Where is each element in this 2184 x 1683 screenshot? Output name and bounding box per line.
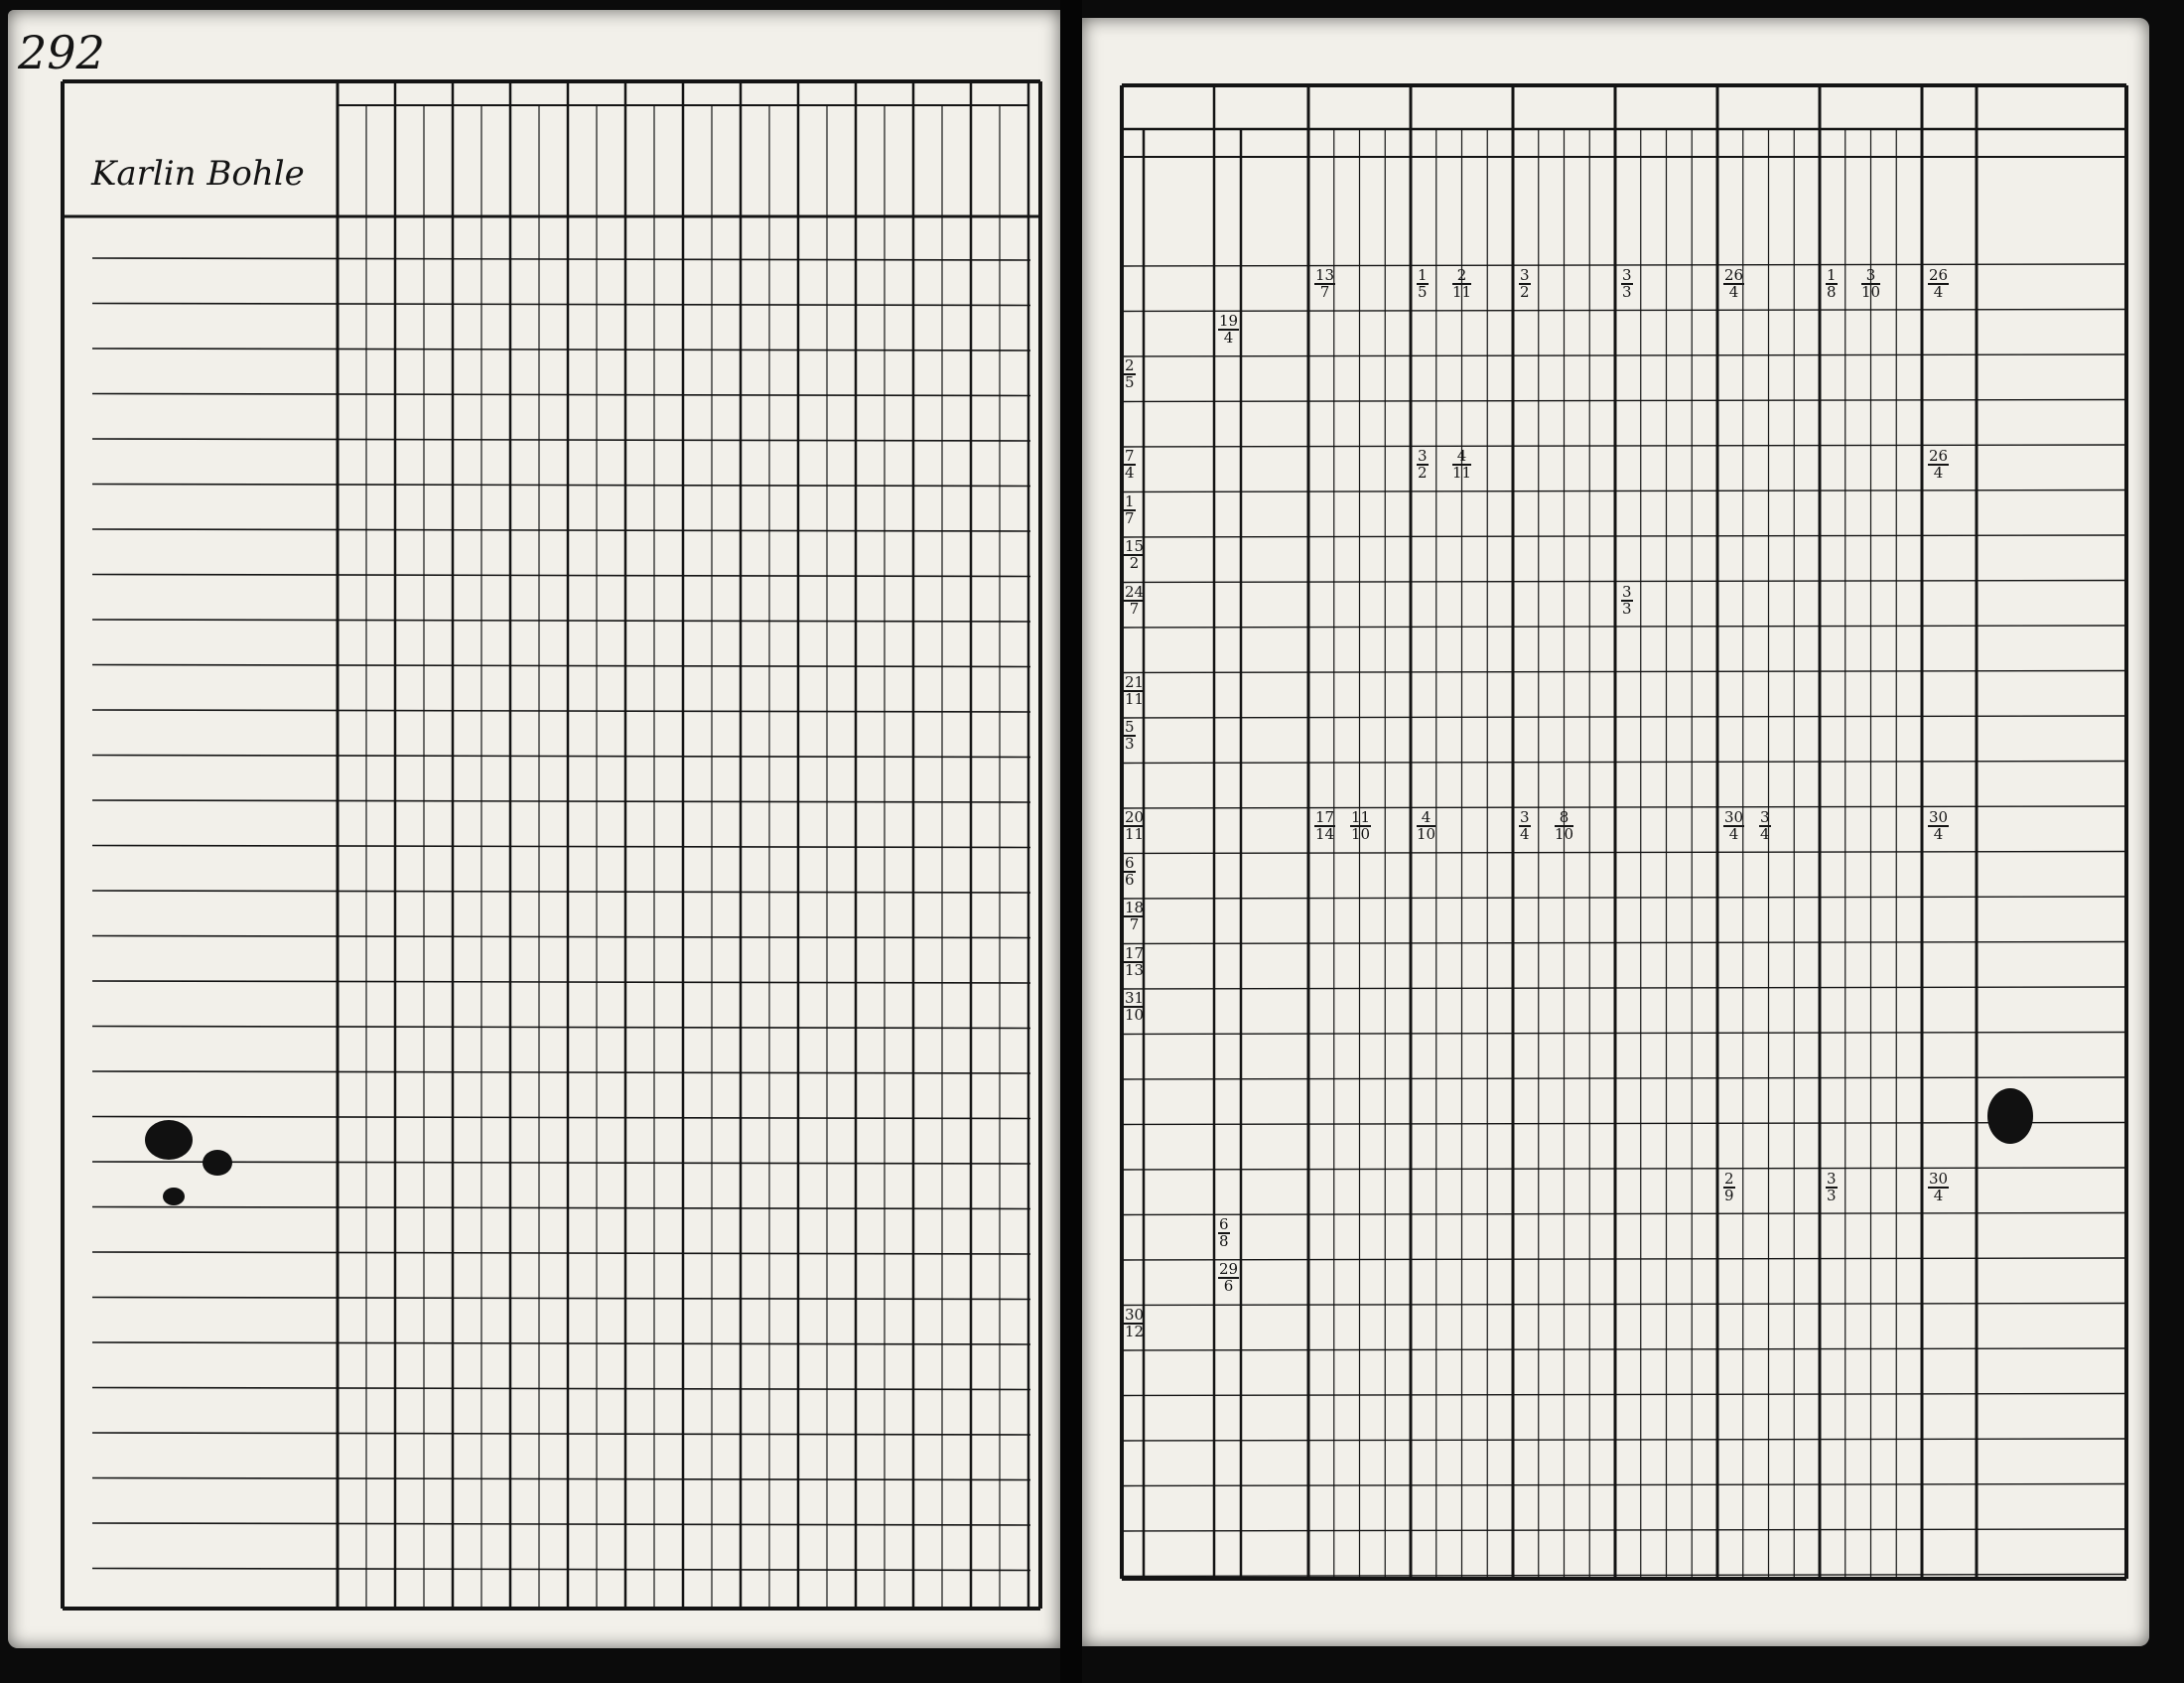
ink-blot	[1987, 1088, 2033, 1144]
row-rule	[92, 936, 1030, 938]
attendance-fraction: $\frac{2}{11}$	[1452, 266, 1472, 301]
row-rule	[92, 756, 1030, 758]
row-rule	[92, 529, 1030, 531]
birth-day: $\frac{17}{13}$	[1125, 943, 1145, 979]
row-rule	[92, 891, 1030, 893]
row-rule	[92, 1117, 1030, 1119]
birth-day: $\frac{30}{12}$	[1125, 1305, 1145, 1340]
death-day: $\frac{19}{4}$	[1219, 311, 1239, 347]
row-rule	[92, 620, 1030, 622]
attendance-fraction: $\frac{1}{8}$	[1827, 266, 1837, 301]
attendance-fraction: $\frac{13}{7}$	[1315, 266, 1335, 301]
attendance-fraction: $\frac{26}{4}$	[1929, 447, 1949, 482]
left-ruled-grid	[8, 10, 1060, 1648]
ink-blot	[203, 1150, 232, 1176]
row-rule	[92, 258, 1030, 260]
attendance-fraction: $\frac{2}{9}$	[1724, 1170, 1734, 1204]
row-rule	[92, 1388, 1030, 1390]
row-rule	[92, 1252, 1030, 1254]
attendance-fraction: $\frac{3}{2}$	[1418, 447, 1428, 482]
birth-day: $\frac{31}{10}$	[1125, 989, 1145, 1024]
left-register-page	[8, 10, 1060, 1648]
birth-day: $\frac{7}{4}$	[1125, 447, 1135, 482]
book-spine	[1060, 0, 1082, 1683]
attendance-fraction: $\frac{3}{2}$	[1520, 266, 1530, 301]
birth-day: $\frac{20}{11}$	[1125, 808, 1145, 843]
row-rule	[92, 1478, 1030, 1480]
row-rule	[92, 439, 1030, 441]
birth-day: $\frac{21}{11}$	[1125, 672, 1145, 708]
row-rule	[92, 1433, 1030, 1435]
attendance-fraction: $\frac{17}{14}$	[1315, 808, 1335, 843]
death-day: $\frac{29}{6}$	[1219, 1260, 1239, 1295]
birth-day: $\frac{6}{6}$	[1125, 853, 1135, 889]
row-rule	[92, 1207, 1030, 1209]
row-rule	[92, 1298, 1030, 1300]
birth-day: $\frac{18}{7}$	[1125, 899, 1145, 933]
attendance-fraction: $\frac{3}{4}$	[1760, 808, 1770, 843]
row-rule	[92, 981, 1030, 983]
attendance-fraction: $\frac{3}{3}$	[1622, 582, 1632, 618]
attendance-fraction: $\frac{3}{4}$	[1520, 808, 1530, 843]
ink-blot	[163, 1188, 185, 1205]
row-rule	[92, 800, 1030, 802]
attendance-fraction: $\frac{1}{5}$	[1418, 266, 1428, 301]
row-rule	[92, 846, 1030, 848]
death-day: $\frac{6}{8}$	[1219, 1214, 1229, 1250]
row-rule	[92, 1569, 1030, 1571]
right-register-page	[1082, 18, 2149, 1646]
row-rule	[92, 665, 1030, 667]
row-rule	[92, 575, 1030, 577]
attendance-fraction: $\frac{3}{3}$	[1622, 266, 1632, 301]
row-rule	[92, 485, 1030, 487]
row-rule	[92, 394, 1030, 396]
ink-blot	[145, 1120, 193, 1160]
birth-day: $\frac{1}{7}$	[1125, 491, 1135, 527]
attendance-fraction: $\frac{26}{4}$	[1724, 266, 1744, 301]
row-rule	[92, 1342, 1030, 1344]
row-rule	[92, 1523, 1030, 1525]
attendance-fraction: $\frac{4}{11}$	[1452, 447, 1472, 482]
row-rule	[92, 304, 1030, 306]
birth-day: $\frac{15}{2}$	[1125, 537, 1145, 572]
row-rule	[92, 710, 1030, 712]
attendance-fraction: $\frac{30}{4}$	[1724, 808, 1744, 843]
row-rule	[92, 1071, 1030, 1073]
right-ruled-grid	[1082, 18, 2149, 1646]
attendance-fraction: $\frac{26}{4}$	[1929, 266, 1949, 301]
page-number: 292	[18, 26, 105, 79]
attendance-fraction: $\frac{30}{4}$	[1929, 1170, 1949, 1204]
attendance-fraction: $\frac{30}{4}$	[1929, 808, 1949, 843]
attendance-fraction: $\frac{8}{10}$	[1555, 808, 1574, 843]
attendance-fraction: $\frac{3}{10}$	[1861, 266, 1881, 301]
household-header-label: Karlin Bohle	[91, 154, 305, 194]
row-rule	[92, 349, 1030, 351]
attendance-fraction: $\frac{3}{3}$	[1827, 1170, 1837, 1204]
row-rule	[92, 1027, 1030, 1029]
birth-day: $\frac{24}{7}$	[1125, 582, 1145, 618]
birth-day: $\frac{2}{5}$	[1125, 356, 1135, 391]
birth-day: $\frac{5}{3}$	[1125, 718, 1135, 753]
attendance-fraction: $\frac{4}{10}$	[1417, 808, 1436, 843]
row-rule	[92, 1162, 1030, 1164]
attendance-fraction: $\frac{11}{10}$	[1351, 808, 1371, 843]
